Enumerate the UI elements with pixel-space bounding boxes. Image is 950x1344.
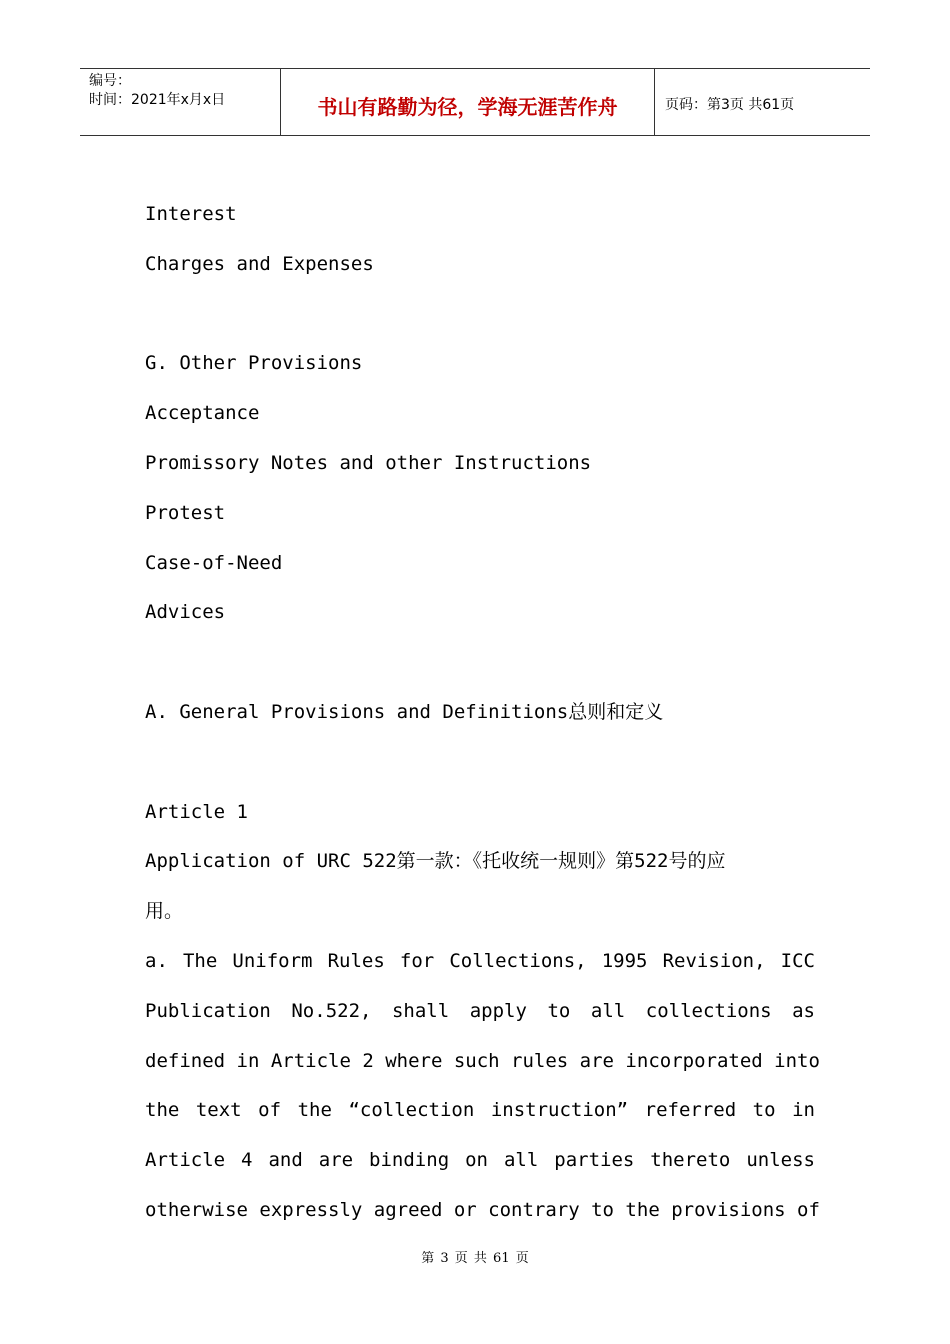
text-line: Case-of-Need — [145, 551, 283, 574]
paragraph-line: defined in Article 2 where such rules are incorporated into — [145, 1049, 820, 1072]
page-footer: 第 3 页 共 61 页 — [421, 1251, 529, 1266]
header-motto: 书山有路勤为径，学海无涯苦作舟 — [281, 69, 655, 135]
paragraph-line: the text of the “collection instruction” referred to in — [145, 1099, 815, 1122]
text-line: Acceptance — [145, 402, 260, 425]
text-line: Interest — [145, 203, 237, 225]
document-body — [145, 190, 820, 1236]
text-line: 用。 — [145, 900, 184, 923]
date-label: 时间：2021年x月x日 — [89, 92, 226, 108]
blank-line — [145, 738, 815, 788]
text-line: Protest — [145, 501, 226, 524]
header-page-info: 页码：第3页 共61页 — [665, 97, 795, 113]
blank-line — [145, 290, 815, 340]
paragraph-line: otherwise expressly agreed or contrary to the provisions of — [145, 1198, 820, 1221]
text-line: Advices — [145, 601, 226, 624]
text-line: Charges and Expenses — [145, 252, 374, 275]
blank-line — [145, 638, 815, 688]
paragraph-line: a. The Uniform Rules for Collections, 1995 Revision, ICC — [145, 949, 815, 972]
article-heading: Article 1 — [145, 800, 248, 823]
header-meta — [80, 69, 281, 135]
text-line: Application of URC 522第一款：《托收统一规则》第522号的应 — [145, 850, 726, 873]
paragraph-line: Article 4 and are binding on all parties thereto unless — [145, 1149, 815, 1172]
page-header — [80, 68, 870, 136]
text-line: Promissory Notes and other Instructions — [145, 451, 592, 474]
section-heading: A. General Provisions and Definitions总则和定义 — [145, 700, 664, 723]
paragraph-line: Publication No.522, shall apply to all collections as — [145, 999, 815, 1022]
number-label: 编号： — [89, 73, 131, 89]
section-heading: G. Other Provisions — [145, 352, 363, 375]
